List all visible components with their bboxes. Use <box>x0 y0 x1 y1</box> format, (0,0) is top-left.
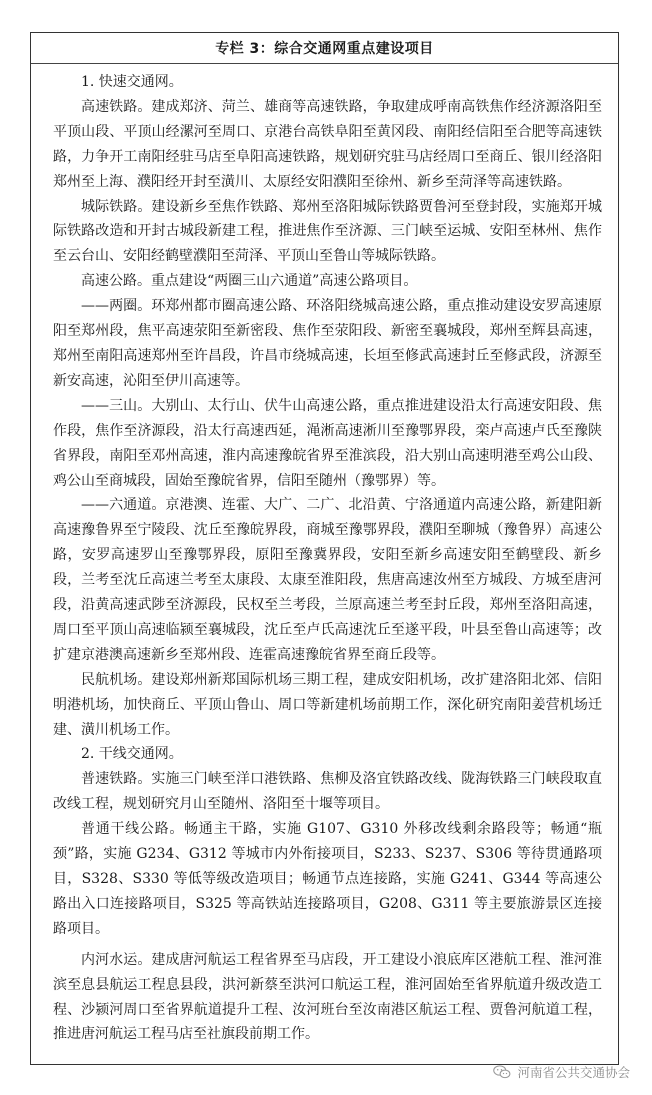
paragraph: 民航机场。建设郑州新郑国际机场三期工程，建成安阳机场，改扩建洛阳北郊、信阳明港机场，加快商丘、平顶山鲁山、周口等新建机场前期工作，深化研究南阳姜营机场迁建、潢川机场工作。 <box>53 671 602 738</box>
paragraph: ——两圈。环郑州都市圈高速公路、环洛阳绕城高速公路，重点推动建设安罗高速原阳至郑州段，焦平高速荥阳至新密段、焦作至荥阳段、新密至襄城段，郑州至辉县高速，郑州至南阳高速郑州至许昌段，许昌市绕城高速，长垣至修武高速封丘至修武段，济源至新安高速，沁阳至伊川高速等。 <box>53 298 602 389</box>
box-body <box>31 64 618 1047</box>
box-header <box>31 33 618 64</box>
paragraph: 内河水运。建成唐河航运工程省界至马店段，开工建设小浪底库区港航工程、淮河淮滨至息县航运工程息县段，洪河新蔡至洪河口航运工程，淮河固始至省界航道升级改造工程、沙颍河周口至省界航道提升工程、汝河班台至汝南港区航运工程、贾鲁河航道工程，推进唐河航运工程马店至社旗段前期工作。 <box>53 951 602 1043</box>
paragraph: ——六通道。京港澳、连霍、大广、二广、北沿黄、宁洛通道内高速公路，新建阳新高速豫鲁界至宁陵段、沈丘至豫皖界段，商城至豫鄂界段，濮阳至聊城（豫鲁界）高速公路，安罗高速罗山至豫鄂界段，原阳至豫冀界段，安阳至新乡高速安阳至鹤壁段、新乡段，兰考至沈丘高速兰考至太康段、太康至淮阳段，焦唐高速汝州至方城段、方城至唐河段，沿黄高速武陟至济源段，民权至兰考段，兰原高速兰考至封丘段，郑州至洛阳高速，周口至平顶山高速临颍至襄城段，沈丘至卢氏高速沈丘至遂平段，叶县至鲁山高速等；改扩建京港澳高速新乡至郑州段、连霍高速豫皖省界至商丘段等。 <box>53 497 602 663</box>
paragraph: 城际铁路。建设新乡至焦作铁路、郑州至洛阳城际铁路贾鲁河至登封段，实施郑开城际铁路改造和开封古城段新建工程，推进焦作至济源、三门峡至运城、安阳至林州、焦作至云台山、安阳经鹤壁濮阳至菏泽、平顶山至鲁山等城际铁路。 <box>53 198 602 265</box>
paragraph: 高速公路。重点建设“两圈三山六通道”高速公路项目。 <box>81 273 418 290</box>
paragraph: 普速铁路。实施三门峡至洋口港铁路、焦柳及洛宜铁路改线、陇海铁路三门峡段取直改线工程，规划研究月山至随州、洛阳至十堰等项目。 <box>53 771 602 813</box>
wechat-icon <box>493 1065 511 1079</box>
watermark-text: 河南省公共交通协会 <box>517 1065 630 1080</box>
feature-box <box>30 32 619 1065</box>
watermark <box>493 1063 630 1081</box>
section-heading: 1. 快速交通网。 <box>81 74 183 90</box>
box-title: 专栏 3：综合交通网重点建设项目 <box>215 41 434 57</box>
section-heading: 2. 干线交通网。 <box>81 746 183 763</box>
paragraph: ——三山。大别山、太行山、伏牛山高速公路，重点推进建设沿太行高速安阳段、焦作段，焦作至济源段，沿太行高速西延，渑淅高速淅川至豫鄂界段，栾卢高速卢氏至豫陕省界段，南阳至邓州高速，淮内高速豫皖省界至淮滨段，沿大别山高速明港至鸡公山段、鸡公山至商城段，固始至豫皖省界，信阳至随州（豫鄂界）等。 <box>53 397 602 489</box>
paragraph: 普通干线公路。畅通主干路，实施 G107、G310 外移改线剩余路段等；畅通“瓶颈”路，实施 G234、G312 等城市内外衔接项目，S233、S237、S306 等待贯通路项目，S328、S330 等低等级改造项目；畅通节点连接路，实施 G241、G344 等高速公路出入口连接路项目，S325 等高铁站连接路项目，G208、G311 等主要旅游景区连接路项目。 <box>53 821 602 937</box>
paragraph: 高速铁路。建成郑济、菏兰、雄商等高速铁路，争取建成呼南高铁焦作经济源洛阳至平顶山段、平顶山经漯河至周口、京港台高铁阜阳至黄冈段、南阳经信阳至合肥等高速铁路，力争开工南阳经驻马店至阜阳高速铁路，规划研究驻马店经周口至商丘、银川经洛阳郑州至上海、濮阳经开封至潢川、太原经安阳濮阳至徐州、新乡至菏泽等高速铁路。 <box>53 98 602 190</box>
